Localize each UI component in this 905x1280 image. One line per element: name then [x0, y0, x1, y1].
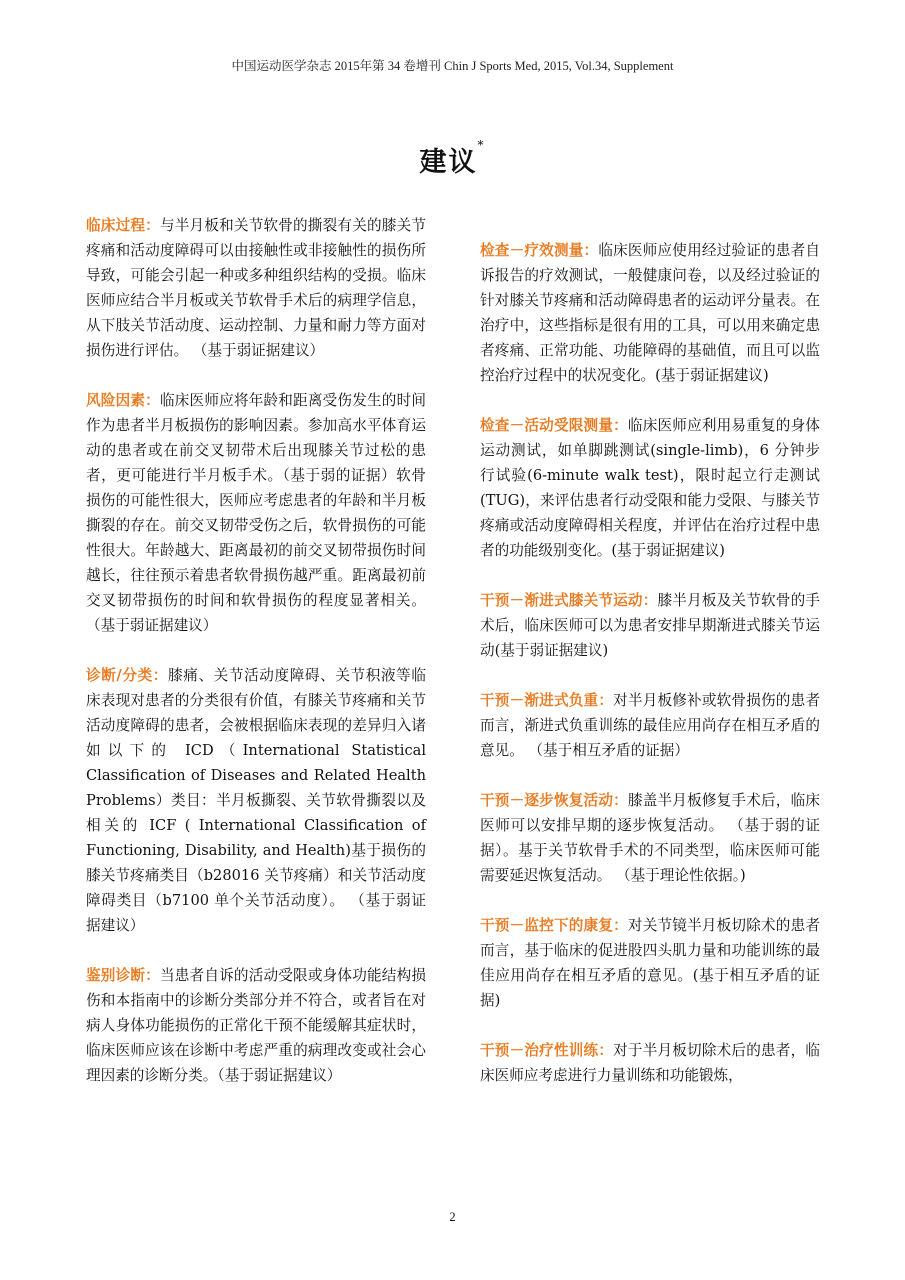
- section-body: 对半月板修补或软骨损伤的患者而言，渐进式负重训练的最佳应用尚存在相互矛盾的意见。 （基于相互矛盾的证据）: [480, 692, 820, 759]
- running-head: 中国运动医学杂志 2015年第 34 卷增刊 Chin J Sports Med, 2015, Vol.34, Supplement: [231, 59, 674, 73]
- left-column: [86, 213, 426, 1088]
- page-title-text: 建议: [419, 147, 478, 178]
- section-heading: 干预－渐进式负重：: [480, 692, 614, 709]
- right-column: [480, 238, 820, 1088]
- section-heading: 干预－逐步恢复活动：: [480, 792, 628, 809]
- section-risk-factors: [86, 388, 426, 638]
- section-body: 膝盖半月板修复手术后，临床医师可以安排早期的逐步恢复活动。 （基于弱的证据）。基于关节软骨手术的不同类型，临床医师可能需要延迟恢复活动。 （基于理论性依据。): [480, 792, 820, 884]
- section-body: 当患者自诉的活动受限或身体功能结构损伤和本指南中的诊断分类部分并不符合，或者旨在对病人身体功能损伤的正常化干预不能缓解其症状时，临床医师应该在诊断中考虑严重的病理改变或社会心理因素的诊断分类。（基于弱证据建议）: [86, 967, 426, 1084]
- section-body: 对于半月板切除术后的患者，临床医师应考虑进行力量训练和功能锻炼，: [480, 1042, 820, 1084]
- section-body: 对关节镜半月板切除术的患者而言，基于临床的促进股四头肌力量和功能训练的最佳应用尚存在相互矛盾的意见。(基于相互矛盾的证据): [480, 917, 820, 1009]
- section-body: 临床医师应利用易重复的身体运动测试，如单脚跳测试(single-limb)，6 分钟步行试验(6-minute walk test)，限时起立行走测试(TUG)，来评估患者行动受限和能力受限、与膝关节疼痛或活动度障碍相关程度，并评估在治疗过程中患者的功能级别变化。(基于弱证据建议): [480, 417, 820, 559]
- section-activity-limitation-measures: [480, 413, 820, 563]
- section-heading: 检查－活动受限测量：: [480, 417, 628, 434]
- section-return-to-activity: [480, 788, 820, 888]
- section-clinical-course: [86, 213, 426, 363]
- section-body: 与半月板和关节软骨的撕裂有关的膝关节疼痛和活动度障碍可以由接触性或非接触性的损伤所导致，可能会引起一种或多种组织结构的受损。临床医师应结合半月板或关节软骨手术后的病理学信息，从下肢关节活动度、运动控制、力量和耐力等方面对损伤进行评估。 （基于弱证据建议）: [86, 217, 426, 359]
- section-heading: 检查－疗效测量：: [480, 242, 599, 259]
- section-body: 膝痛、关节活动度障碍、关节积液等临床表现对患者的分类很有价值，有膝关节疼痛和关节活动度障碍的患者，会被根据临床表现的差异归入诸如以下的 ICD（International Statistical Classification of Diseases and Related Health Problems）类目：半月板撕裂、关节软骨撕裂以及相关的 ICF ( International Classification of Functioning, Disability, and Health)基于损伤的膝关节疼痛类目（b28016 关节疼痛）和关节活动度障碍类目（b7100 单个关节活动度）。 （基于弱证据建议）: [86, 667, 426, 934]
- section-heading: 临床过程：: [86, 217, 160, 234]
- section-progressive-weight-bearing: [480, 688, 820, 763]
- section-heading: 干预－治疗性训练：: [480, 1042, 614, 1059]
- section-body: 临床医师应将年龄和距离受伤发生的时间作为患者半月板损伤的影响因素。参加高水平体育运动的患者或在前交叉韧带术后出现膝关节过松的患者，更可能进行半月板手术。（基于弱的证据）软骨损伤的可能性很大，医师应考虑患者的年龄和半月板撕裂的存在。前交叉韧带受伤之后，软骨损伤的可能性很大。年龄越大、距离最初的前交叉韧带损伤时间越长，往往预示着患者软骨损伤越严重。距离最初前交叉韧带损伤的时间和软骨损伤的程度显著相关。 （基于弱证据建议）: [86, 392, 426, 634]
- section-heading: 鉴别诊断：: [86, 967, 160, 984]
- section-heading: 风险因素：: [86, 392, 160, 409]
- section-diagnosis-classification: [86, 663, 426, 938]
- section-progressive-knee-motion: [480, 588, 820, 663]
- section-heading: 干预－渐进式膝关节运动：: [480, 592, 658, 609]
- page-title: [0, 140, 905, 179]
- title-footnote-marker: *: [477, 138, 486, 152]
- section-heading: 诊断/分类：: [86, 667, 169, 684]
- page-number: 2: [449, 1210, 456, 1224]
- section-therapeutic-exercise: [480, 1038, 820, 1088]
- section-heading: 干预－监控下的康复：: [480, 917, 628, 934]
- section-body: 临床医师应使用经过验证的患者自诉报告的疗效测试，一般健康问卷，以及经过验证的针对膝关节疼痛和活动障碍患者的运动评分量表。在治疗中，这些指标是很有用的工具，可以用来确定患者疼痛、正常功能、功能障碍的基础值，而且可以监控治疗过程中的状况变化。(基于弱证据建议): [480, 242, 820, 384]
- section-supervised-rehabilitation: [480, 913, 820, 1013]
- section-differential-diagnosis: [86, 963, 426, 1088]
- section-body: 膝半月板及关节软骨的手术后，临床医师可以为患者安排早期渐进式膝关节运动(基于弱证据建议): [480, 592, 820, 659]
- section-outcome-measures: [480, 238, 820, 388]
